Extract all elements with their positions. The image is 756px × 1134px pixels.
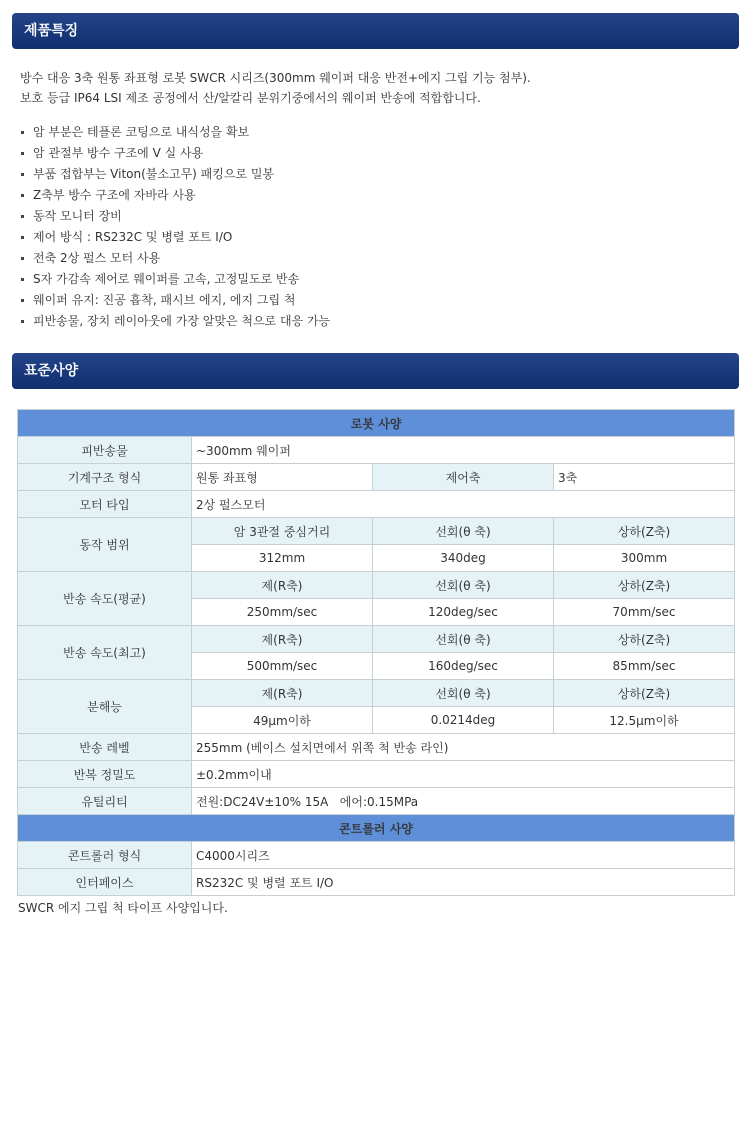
avg-value-r: 250mm/sec (192, 599, 373, 626)
avg-value-theta: 120deg/sec (373, 599, 554, 626)
range-label: 동작 범위 (18, 518, 192, 572)
feature-item: Z축부 방수 구조에 자바라 사용 (20, 185, 330, 206)
level-label: 반송 레벨 (18, 734, 192, 761)
range-header-theta: 선회(θ 축) (373, 518, 554, 545)
repeat-value: ±0.2mm이내 (192, 761, 735, 788)
max-value-r: 500mm/sec (192, 653, 373, 680)
table-row (18, 518, 735, 545)
utility-label: 유틸리티 (18, 788, 192, 815)
motor-label: 모터 타입 (18, 491, 192, 518)
spec-table (17, 409, 735, 896)
avg-header-z: 상하(Z축) (554, 572, 735, 599)
level-value: 255mm (베이스 설치면에서 위쪽 척 반송 라인) (192, 734, 735, 761)
features-section-header: 제품특징 (12, 13, 739, 49)
table-row (18, 869, 735, 896)
range-value-z: 300mm (554, 545, 735, 572)
bullet-icon (21, 320, 24, 323)
range-header-z: 상하(Z축) (554, 518, 735, 545)
table-row (18, 680, 735, 707)
feature-item: 전축 2상 펄스 모터 사용 (20, 248, 330, 269)
utility-value: 전원:DC24V±10% 15A 에어:0.15MPa (192, 788, 735, 815)
axes-value: 3축 (554, 464, 735, 491)
bullet-icon (21, 299, 24, 302)
max-speed-label: 반송 속도(최고) (18, 626, 192, 680)
table-row (18, 410, 735, 437)
table-row (18, 437, 735, 464)
spec-note: SWCR 에지 그립 척 타이프 사양입니다. (18, 901, 228, 915)
feature-item: 피반송물, 장치 레이아웃에 가장 알맞은 척으로 대응 가능 (20, 311, 330, 332)
intro-line-1: 방수 대응 3축 원통 좌표형 로봇 SWCR 시리즈(300mm 웨이퍼 대응 반전+에지 그립 기능 첨부). (20, 71, 531, 85)
table-row (18, 464, 735, 491)
range-value-theta: 340deg (373, 545, 554, 572)
feature-item: S자 가감속 제어로 웨이퍼를 고속, 고정밀도로 반송 (20, 269, 330, 290)
feature-item: 부품 접합부는 Viton(불소고무) 패킹으로 밀봉 (20, 164, 330, 185)
object-value: ~300mm 웨이퍼 (192, 437, 735, 464)
bullet-icon (21, 215, 24, 218)
bullet-icon (21, 194, 24, 197)
bullet-icon (21, 278, 24, 281)
intro-line-2: 보호 등급 IP64 LSI 제조 공정에서 산/알칼리 분위기중에서의 웨이퍼 반송에 적합합니다. (20, 91, 481, 105)
feature-item: 암 부분은 테플론 코팅으로 내식성을 확보 (20, 122, 330, 143)
repeat-label: 반복 정밀도 (18, 761, 192, 788)
mech-label: 기계구조 형식 (18, 464, 192, 491)
interface-label: 인터페이스 (18, 869, 192, 896)
feature-item: 웨이퍼 유지: 진공 흡착, 패시브 에지, 에지 그립 척 (20, 290, 330, 311)
interface-value: RS232C 및 병렬 포트 I/O (192, 869, 735, 896)
bullet-icon (21, 257, 24, 260)
feature-item: 암 관절부 방수 구조에 V 실 사용 (20, 143, 330, 164)
controller-type-label: 콘트롤러 형식 (18, 842, 192, 869)
feature-item: 동작 모니터 장비 (20, 206, 330, 227)
table-row (18, 734, 735, 761)
max-header-r: 제(R축) (192, 626, 373, 653)
res-value-z: 12.5μm이하 (554, 707, 735, 734)
table-row (18, 842, 735, 869)
table-row (18, 788, 735, 815)
object-label: 피반송물 (18, 437, 192, 464)
res-header-theta: 선회(θ 축) (373, 680, 554, 707)
bullet-icon (21, 173, 24, 176)
feature-list (20, 122, 330, 332)
res-value-r: 49μm이하 (192, 707, 373, 734)
table-row (18, 815, 735, 842)
motor-value: 2상 펄스모터 (192, 491, 735, 518)
avg-header-r: 제(R축) (192, 572, 373, 599)
spec-section-header: 표준사양 (12, 353, 739, 389)
avg-speed-label: 반송 속도(평균) (18, 572, 192, 626)
avg-header-theta: 선회(θ 축) (373, 572, 554, 599)
res-value-theta: 0.0214deg (373, 707, 554, 734)
avg-value-z: 70mm/sec (554, 599, 735, 626)
feature-item: 제어 방식 : RS232C 및 병렬 포트 I/O (20, 227, 330, 248)
controller-spec-header: 콘트롤러 사양 (18, 815, 735, 842)
bullet-icon (21, 236, 24, 239)
range-value-arm: 312mm (192, 545, 373, 572)
bullet-icon (21, 131, 24, 134)
table-row (18, 491, 735, 518)
intro-text (20, 68, 531, 108)
robot-spec-header: 로봇 사양 (18, 410, 735, 437)
max-header-theta: 선회(θ 축) (373, 626, 554, 653)
range-header-arm: 암 3관절 중심거리 (192, 518, 373, 545)
max-value-theta: 160deg/sec (373, 653, 554, 680)
table-row (18, 626, 735, 653)
bullet-icon (21, 152, 24, 155)
max-value-z: 85mm/sec (554, 653, 735, 680)
table-row (18, 572, 735, 599)
resolution-label: 분해능 (18, 680, 192, 734)
res-header-r: 제(R축) (192, 680, 373, 707)
controller-type-value: C4000시리즈 (192, 842, 735, 869)
mech-value: 원통 좌표형 (192, 464, 373, 491)
axes-label: 제어축 (373, 464, 554, 491)
res-header-z: 상하(Z축) (554, 680, 735, 707)
max-header-z: 상하(Z축) (554, 626, 735, 653)
table-row (18, 761, 735, 788)
